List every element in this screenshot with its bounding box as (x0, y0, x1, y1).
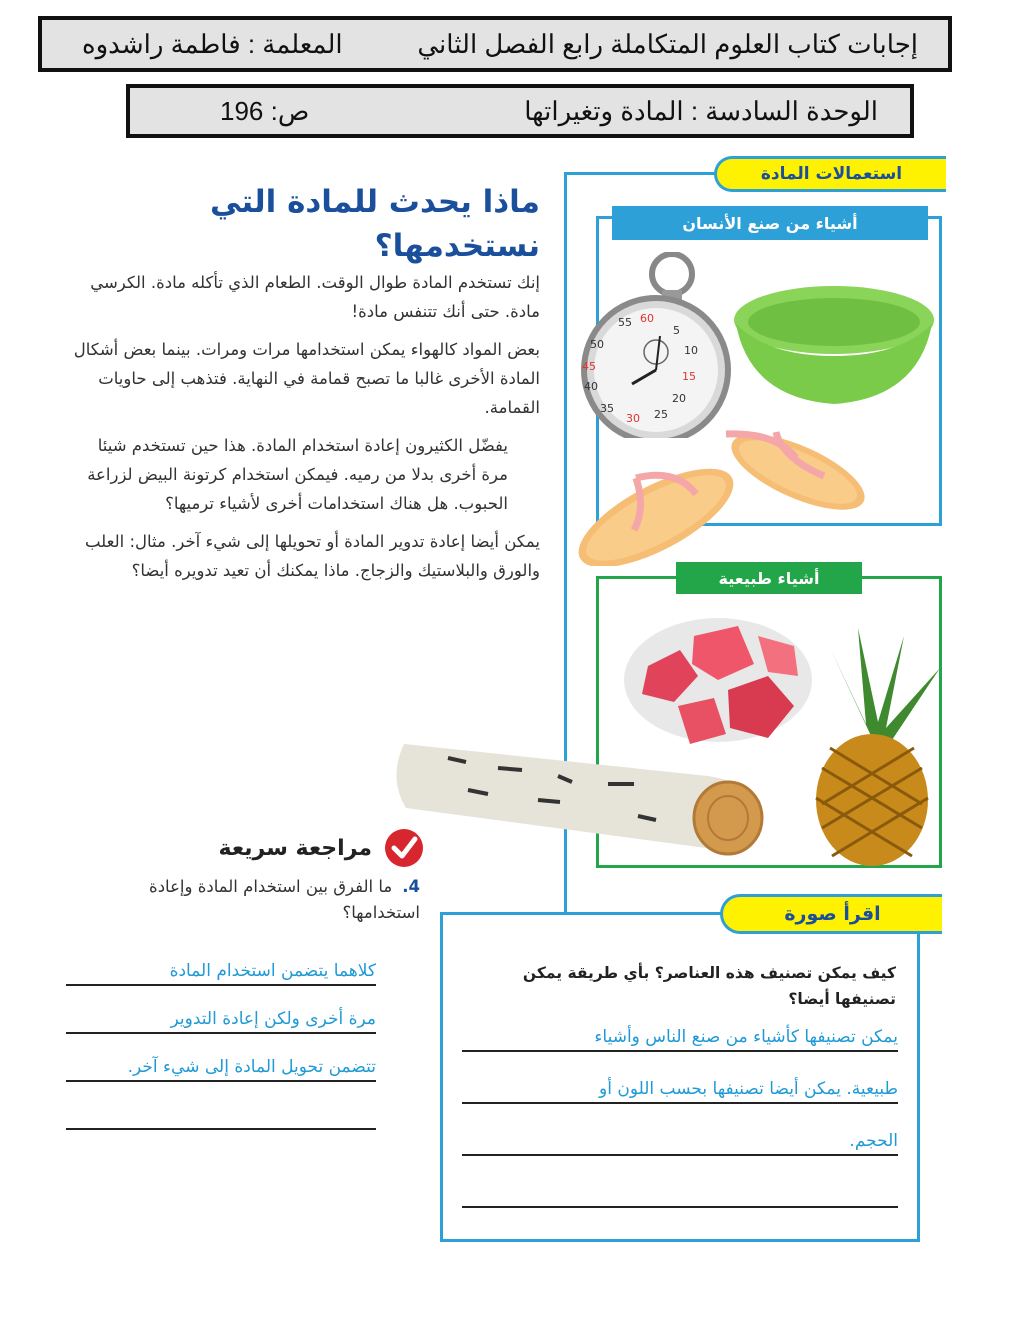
stopwatch-number: 5 (673, 324, 680, 337)
answer-line[interactable]: يمكن تصنيفها كأشياء من صنع الناس وأشياء (462, 1000, 898, 1052)
question-4 (90, 874, 420, 926)
unit-title: الوحدة السادسة : المادة وتغيراتها (524, 95, 878, 126)
read-a-picture-answer-lines (462, 1000, 898, 1208)
answer-line[interactable]: تتضمن تحويل المادة إلى شيء آخر. (66, 1034, 376, 1082)
stopwatch-number: 25 (654, 408, 668, 421)
stopwatch-number: 55 (618, 316, 632, 329)
stopwatch-number: 45 (582, 360, 596, 373)
lesson-paragraph: يمكن أيضا إعادة تدوير المادة أو تحويلها إلى شيء آخر. مثال: العلب والورق والبلاستيك والزجاج. ماذا يمكنك أن تعيد تدويره أيضا؟ (84, 532, 540, 580)
subheader-box (126, 84, 914, 138)
page-number: ص: 196 (220, 95, 310, 126)
answer-line[interactable]: مرة أخرى ولكن إعادة التدوير (66, 986, 376, 1034)
quick-review-title: مراجعة سريعة (218, 835, 372, 861)
stopwatch-number: 20 (672, 392, 686, 405)
stopwatch-number: 40 (584, 380, 598, 393)
lesson-paragraph: بعض المواد كالهواء يمكن استخدامها مرات ومرات. بينما بعض أشكال المادة الأخرى غالبا ما تصبح قمامة في النهاية. فتذهب إلى حاويات القمامة. (73, 340, 540, 417)
answer-line[interactable]: الحجم. (462, 1104, 898, 1156)
stopwatch-picture (574, 252, 734, 438)
quick-review-heading (219, 828, 424, 868)
uses-of-matter-tab: استعمالات المادة (714, 156, 946, 192)
header-title: إجابات كتاب العلوم المتكاملة رابع الفصل الثاني (417, 28, 918, 59)
lesson-paragraph: يفضّل الكثيرون إعادة استخدام المادة. هذا حين تستخدم شيئا مرة أخرى بدلا من رميه. فيمكن استخدام كرتونة البيض لزراعة الحبوب. هل هناك استخدامات أخرى لأشياء ترميها؟ (87, 436, 508, 513)
question-number: 4. (402, 877, 420, 896)
header-box (38, 16, 952, 72)
read-a-picture-question: كيف يمكن تصنيف هذه العناصر؟ بأي طريقة يمكن تصنيفها أيضا؟ (522, 964, 896, 1008)
lesson-title: ماذا يحدث للمادة التي نستخدمها؟ (210, 184, 540, 264)
man-made-label: أشياء من صنع الأنسان (612, 206, 928, 240)
quick-review-answer-lines (66, 938, 376, 1130)
question-text: ما الفرق بين استخدام المادة وإعادة استخدامها؟ (149, 877, 420, 922)
read-a-picture-tab: اقرأ صورة (720, 894, 942, 934)
answer-line[interactable]: كلاهما يتضمن استخدام المادة (66, 938, 376, 986)
lesson-body (68, 268, 540, 594)
answer-line[interactable] (66, 1082, 376, 1130)
green-bowl-picture (730, 280, 940, 410)
pineapple-picture (800, 628, 944, 868)
stopwatch-number: 10 (684, 344, 698, 357)
stopwatch-number: 30 (626, 412, 640, 425)
answer-line[interactable]: طبيعية. يمكن أيضا تصنيفها بحسب اللون أو (462, 1052, 898, 1104)
lesson-paragraph: إنك تستخدم المادة طوال الوقت. الطعام الذي تأكله مادة. الكرسي مادة. حتى أنك تتنفس مادة! (90, 273, 540, 321)
header-teacher: المعلمة : فاطمة راشدوه (82, 28, 343, 59)
flip-flops-picture (576, 418, 876, 566)
birch-log-picture (388, 728, 778, 858)
stopwatch-number: 60 (640, 312, 654, 325)
stopwatch-number: 35 (600, 402, 614, 415)
answer-line[interactable] (462, 1156, 898, 1208)
natural-label: أشياء طبيعية (676, 562, 862, 594)
stopwatch-number: 15 (682, 370, 696, 383)
stopwatch-number: 50 (590, 338, 604, 351)
check-icon (384, 828, 424, 868)
